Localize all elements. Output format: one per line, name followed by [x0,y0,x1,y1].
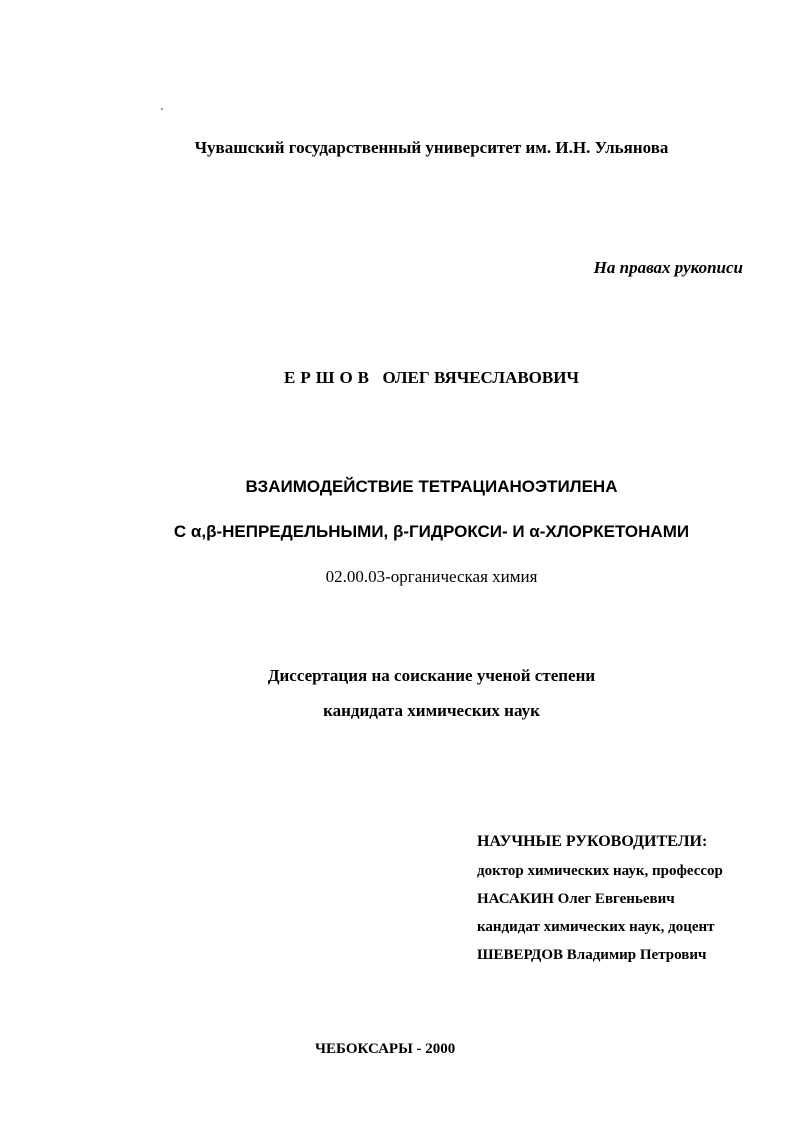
advisor-1-name: НАСАКИН Олег Евгеньевич [477,891,675,907]
advisors-heading: НАУЧНЫЕ РУКОВОДИТЕЛИ: [477,833,708,850]
thesis-title-line-2: С α,β-НЕПРЕДЕЛЬНЫМИ, β-ГИДРОКСИ- И α-ХЛОРКЕТОНАМИ [173,522,690,541]
author-name [0,368,793,388]
university-name: Чувашский государственный университет им. И.Н. Ульянова [194,138,669,157]
scan-speck [161,108,163,110]
author-surname: ЕРШОВ [284,368,375,387]
advisor-2-degree: кандидат химических наук, доцент [477,919,715,935]
thesis-title-line-1: ВЗАИМОДЕЙСТВИЕ ТЕТРАЦИАНОЭТИЛЕНА [245,477,618,496]
author-given-names: ОЛЕГ ВЯЧЕСЛАВОВИЧ [382,368,579,387]
advisor-2-name: ШЕВЕРДОВ Владимир Петрович [477,947,707,963]
specialty-code: 02.00.03-органическая химия [325,567,538,586]
manuscript-note: На правах рукописи [593,258,743,277]
advisor-1-degree: доктор химических наук, профессор [477,863,723,879]
dissertation-type-line-2: кандидата химических наук [323,701,540,720]
dissertation-type-line-1: Диссертация на соискание ученой степени [267,666,596,685]
city-year: ЧЕБОКСАРЫ - 2000 [315,1041,456,1057]
scientific-advisors [477,832,723,973]
